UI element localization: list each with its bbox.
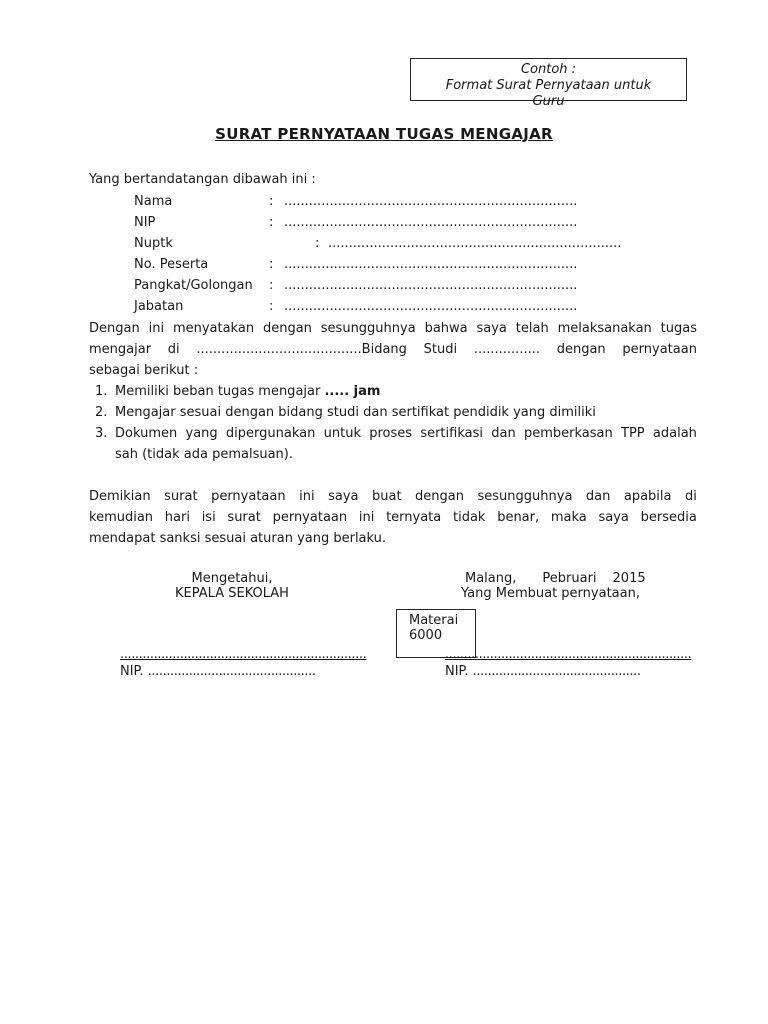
word: dipergunakan: [225, 426, 316, 441]
declarant-label: Yang Membuat pernyataan,: [461, 586, 640, 601]
statement-line1: [89, 318, 697, 339]
declarant-signature-line: ..................................................................: [445, 647, 692, 662]
statement-line3: sebagai berikut :: [89, 363, 199, 378]
list-number: 3.: [95, 426, 108, 441]
word: ini: [299, 489, 315, 504]
statement-list: [89, 381, 697, 465]
field-value: .......................................................................: [284, 299, 578, 314]
list-number: 2.: [95, 405, 108, 420]
word: Dengan: [89, 321, 140, 336]
example-note-box: [410, 58, 687, 109]
acknowledged-label: Mengetahui,: [191, 571, 273, 586]
place-date: [446, 571, 668, 586]
list-text-line1: [115, 423, 697, 444]
closing-paragraph: [89, 486, 697, 549]
list-number: 1.: [95, 384, 108, 399]
word: mengajar: [89, 342, 152, 357]
word: telah: [515, 321, 549, 336]
word: bersedia: [640, 510, 697, 525]
word: maka: [550, 510, 587, 525]
word: dengan: [556, 342, 606, 357]
word: apabila: [623, 489, 672, 504]
word: ternyata: [386, 510, 442, 525]
statement-paragraph: [89, 318, 697, 381]
list-bold-text: ..... jam: [324, 384, 381, 399]
word: saya: [598, 510, 629, 525]
word: dan: [491, 426, 516, 441]
signature-left-heading: [120, 571, 344, 601]
field-colon: :: [269, 215, 274, 230]
word: surat: [164, 489, 198, 504]
list-text: Mengajar sesuai dengan bidang studi dan sertifikat pendidik yang dimiliki: [115, 405, 596, 420]
word: ini: [148, 321, 165, 336]
word: dengan: [415, 489, 464, 504]
closing-line3: mendapat sanksi sesuai aturan yang berlaku.: [89, 531, 387, 546]
word: untuk: [323, 426, 361, 441]
materai-label: Materai: [409, 613, 459, 628]
word: tidak: [452, 510, 486, 525]
word: isi: [201, 510, 216, 525]
word: Dokumen: [115, 426, 178, 441]
word: proses: [369, 426, 413, 441]
place-text: Malang,: [465, 571, 517, 586]
field-label: Jabatan: [134, 299, 184, 314]
word: di: [685, 489, 697, 504]
field-colon: :: [269, 278, 274, 293]
word: sesungguhnya: [477, 489, 573, 504]
field-value: .......................................................................: [284, 278, 578, 293]
intro-text: Yang bertandatangan dibawah ini :: [89, 172, 316, 187]
word: sertifikasi: [420, 426, 483, 441]
nip-label: NIP.: [445, 664, 469, 679]
word: ini: [358, 510, 375, 525]
word: menyatakan: [172, 321, 255, 336]
word: bahwa: [424, 321, 468, 336]
word: tugas: [660, 321, 697, 336]
example-note-line3: Guru: [532, 94, 565, 109]
field-colon: :: [269, 299, 274, 314]
word: Demikian: [89, 489, 151, 504]
nip-label: NIP.: [120, 664, 144, 679]
word: hari: [164, 510, 190, 525]
word: saya: [328, 489, 359, 504]
principal-title: KEPALA SEKOLAH: [175, 586, 289, 601]
example-note-line2: Format Surat Pernyataan untuk: [445, 78, 652, 93]
principal-nip: [120, 664, 316, 679]
word: pemberkasan: [523, 426, 613, 441]
list-text: Memiliki beban tugas mengajar: [115, 384, 325, 399]
field-label: Pangkat/Golongan: [134, 278, 253, 293]
word: yang: [185, 426, 218, 441]
word: buat: [371, 489, 402, 504]
materai-value: 6000: [409, 628, 443, 643]
nip-dots: .............................................: [147, 664, 316, 679]
word: Studi: [423, 342, 458, 357]
word: surat: [227, 510, 261, 525]
field-label: NIP: [134, 215, 156, 230]
list-text-line2: sah (tidak ada pemalsuan).: [115, 447, 294, 462]
field-label: No. Peserta: [134, 257, 209, 272]
word: ........................................Bidang: [196, 342, 407, 357]
field-value: .......................................................................: [328, 236, 622, 251]
word: TPP: [621, 426, 645, 441]
field-value: .......................................................................: [284, 194, 578, 209]
month-text: Pebruari: [542, 571, 597, 586]
word: adalah: [652, 426, 697, 441]
document-title: SURAT PERNYATAAN TUGAS MENGAJAR: [215, 125, 553, 143]
field-label: Nuptk: [134, 236, 173, 251]
word: sesungguhnya: [320, 321, 416, 336]
word: pernyataan: [622, 342, 697, 357]
word: dan: [585, 489, 611, 504]
closing-line2: [89, 507, 697, 528]
field-colon: :: [269, 257, 274, 272]
principal-signature-line: ..................................................................: [120, 647, 367, 662]
word: pernyataan: [211, 489, 286, 504]
word: melaksanakan: [557, 321, 652, 336]
field-colon: :: [269, 194, 274, 209]
word: pernyataan: [272, 510, 348, 525]
year-text: 2015: [612, 571, 646, 586]
statement-line2: [89, 339, 697, 360]
word: di: [167, 342, 180, 357]
field-colon: :: [315, 236, 320, 251]
word: kemudian: [89, 510, 154, 525]
word: benar,: [497, 510, 540, 525]
field-value: .......................................................................: [284, 215, 578, 230]
example-note-line1: Contoh :: [520, 62, 577, 77]
field-label: Nama: [134, 194, 173, 209]
list-item: [89, 402, 697, 423]
word: saya: [476, 321, 507, 336]
signature-right-heading: [446, 571, 668, 601]
field-value: .......................................................................: [284, 257, 578, 272]
nip-dots: .............................................: [472, 664, 641, 679]
closing-line1: [89, 486, 697, 507]
declarant-nip: [445, 664, 641, 679]
word: ................: [473, 342, 540, 357]
list-item: [89, 381, 697, 402]
word: dengan: [262, 321, 312, 336]
list-item: [89, 423, 697, 465]
